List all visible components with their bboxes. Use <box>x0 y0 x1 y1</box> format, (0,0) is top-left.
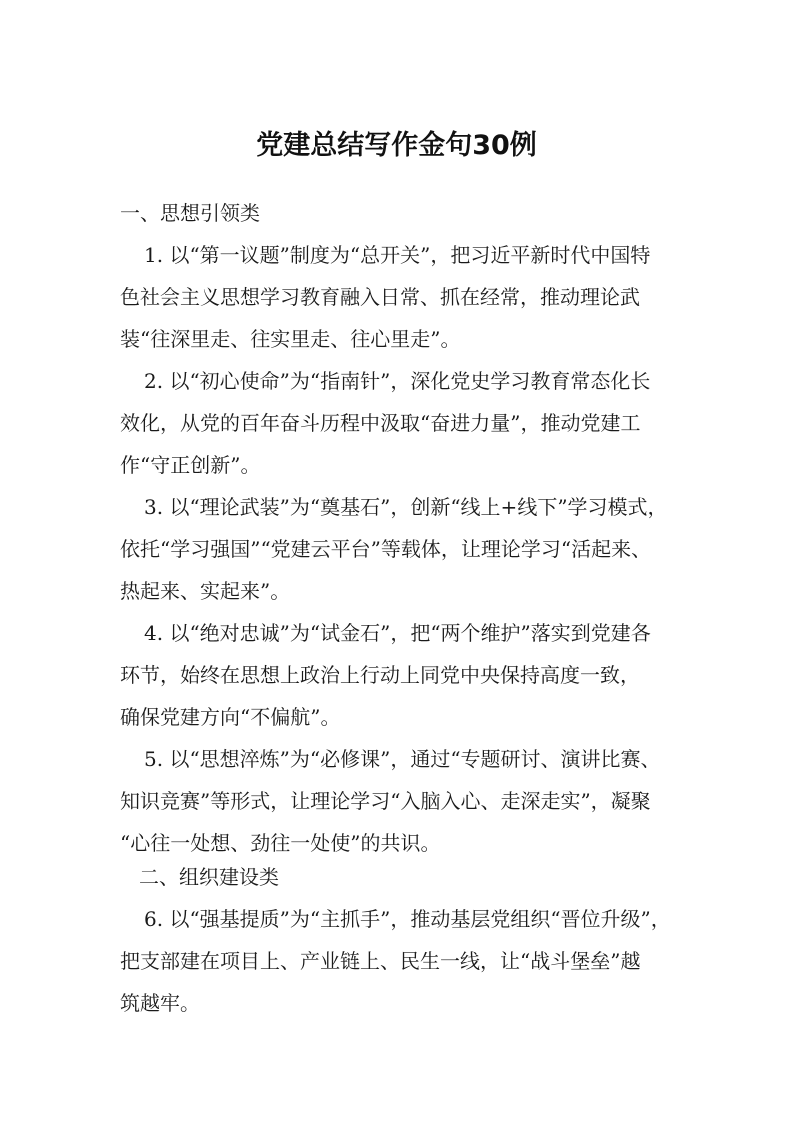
paragraph-line: 筑越牢。 <box>120 991 200 1015</box>
paragraph-line: 4. 以“绝对忠诚”为“试金石”，把“两个维护”落实到党建各 <box>144 621 651 645</box>
paragraph-line: 知识竞赛”等形式，让理论学习“入脑入心、走深走实”，凝聚 <box>120 789 651 813</box>
paragraph-line: 2. 以“初心使命”为“指南针”，深化党史学习教育常态化长 <box>144 369 651 393</box>
paragraph-line: 色社会主义思想学习教育融入日常、抓在经常，推动理论武 <box>120 285 640 309</box>
paragraph-line: “心往一处想、劲往一处使”的共识。 <box>120 831 441 855</box>
paragraph-line: 热起来、实起来”。 <box>120 579 291 603</box>
section-heading: 一、思想引领类 <box>120 201 260 225</box>
paragraph-line: 把支部建在项目上、产业链上、民生一线，让“战斗堡垒”越 <box>120 949 641 973</box>
paragraph-line: 装“往深里走、往实里走、往心里走”。 <box>120 327 461 351</box>
paragraph-line: 3. 以“理论武装”为“奠基石”，创新“线上+线下”学习模式， <box>144 495 668 519</box>
paragraph-line: 效化，从党的百年奋斗历程中汲取“奋进力量”，推动党建工 <box>120 411 641 435</box>
paragraph-line: 5. 以“思想淬炼”为“必修课”，通过“专题研讨、演讲比赛、 <box>144 747 661 771</box>
paragraph-line: 依托“学习强国”“党建云平台”等载体，让理论学习“活起来、 <box>120 537 652 561</box>
paragraph-line: 6. 以“强基提质”为“主抓手”，推动基层党组织“晋位升级”， <box>144 907 671 931</box>
paragraph-line: 作“守正创新”。 <box>120 453 261 477</box>
paragraph-line: 环节，始终在思想上政治上行动上同党中央保持高度一致， <box>120 663 640 687</box>
paragraph-line: 1. 以“第一议题”制度为“总开关”，把习近平新时代中国特 <box>144 243 651 267</box>
document-title: 党建总结写作金句30例 <box>256 130 537 161</box>
paragraph-line: 确保党建方向“不偏航”。 <box>120 705 341 729</box>
section-heading: 二、组织建设类 <box>139 865 279 889</box>
